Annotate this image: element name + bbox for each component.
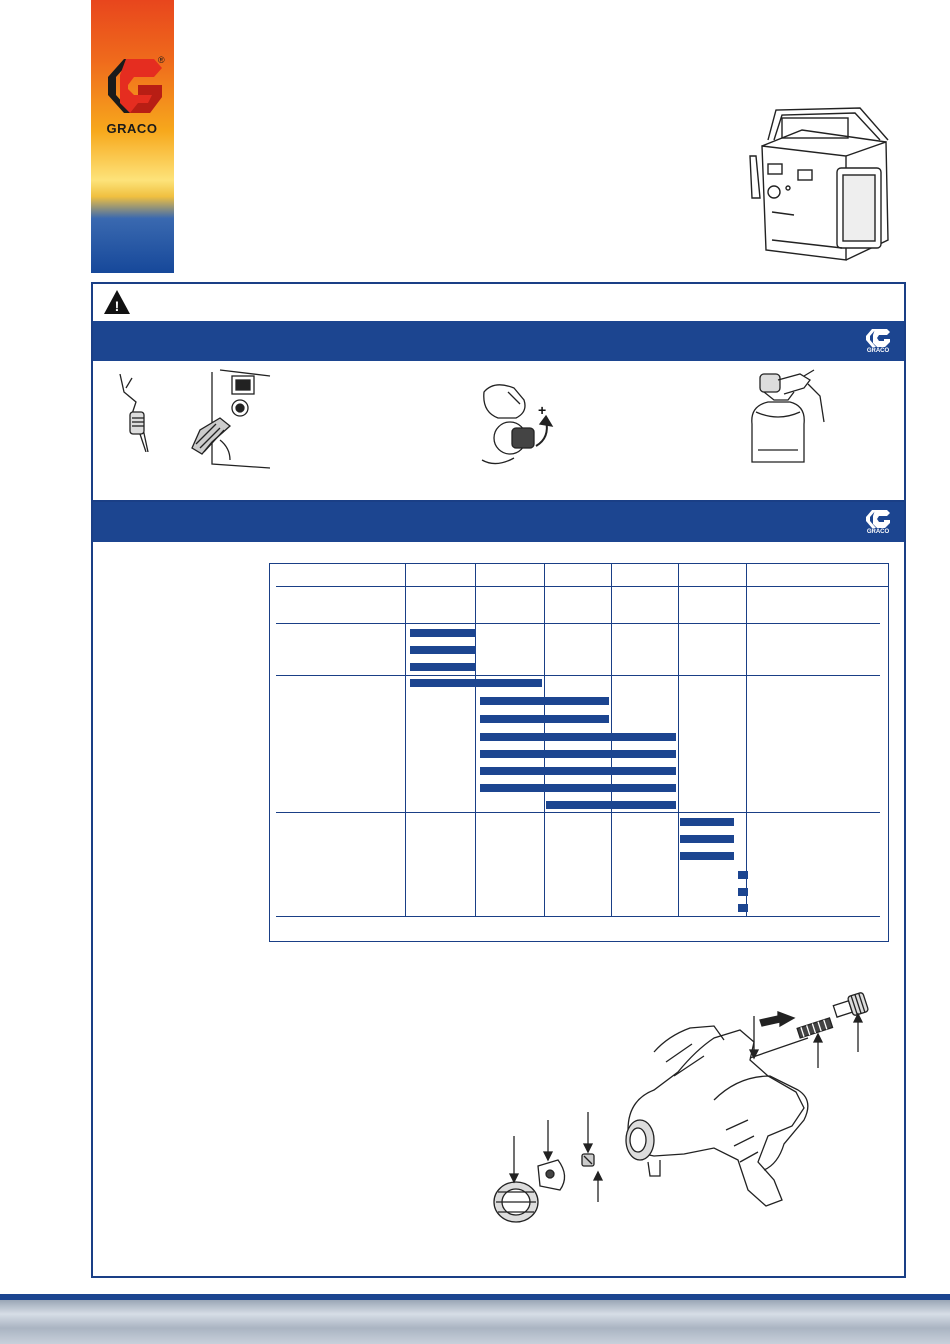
selection-table [269,563,889,942]
range-bar [480,697,609,705]
table-col-rule [475,564,476,916]
range-bar [480,750,676,758]
range-bar [410,629,476,637]
table-header-rule [276,586,888,587]
section-two-header [93,502,904,542]
spray-gun-cup-icon [744,366,826,464]
table-col-rule [405,564,406,916]
warning-exclamation: ! [114,298,120,314]
turbine-unit-icon [742,100,902,272]
range-bar [680,835,734,843]
range-bar [410,663,476,671]
warning-triangle-icon [103,289,131,315]
range-bar [410,646,476,654]
adjust-knob-illustration [474,378,558,468]
graco-mini-icon [862,328,894,348]
range-bar [738,871,748,879]
hose-connection-icon [190,368,272,470]
graco-logo [94,55,170,137]
range-bar [410,679,542,687]
range-bar [680,852,734,860]
table-row-rule [276,675,880,676]
footer-band [0,1294,950,1344]
range-bar [738,888,748,896]
table-row-rule [276,916,880,917]
table-col-rule [678,564,679,916]
range-bar [480,715,609,723]
spray-gun-exploded-illustration [478,980,898,1232]
range-bar [738,904,748,912]
range-bar [680,818,734,826]
turbine-unit-illustration [742,100,902,272]
pressure-knob-icon [474,378,558,468]
section-one-header [93,321,904,361]
brand-wordmark: GRACO [106,121,158,136]
table-col-rule [746,564,747,916]
hose-illustration [112,374,160,452]
section-one-logo-text: GRACO [866,348,890,354]
table-row-rule [276,623,880,624]
table-row-rule [276,812,880,813]
range-bar [546,801,676,809]
section-two-logo [862,509,894,537]
section-one-logo [862,328,894,356]
increase-plus-sign: + [538,402,547,418]
spray-gun-cup-illustration [744,366,826,464]
registered-mark: ® [158,55,165,65]
section-two-logo-text: GRACO [866,529,890,535]
unit-connection-illustration [190,368,272,470]
range-bar [480,784,676,792]
graco-mini-icon [862,509,894,529]
hose-coupling-icon [112,374,160,452]
spray-gun-exploded-icon [478,980,898,1232]
range-bar [480,733,676,741]
range-bar [480,767,676,775]
